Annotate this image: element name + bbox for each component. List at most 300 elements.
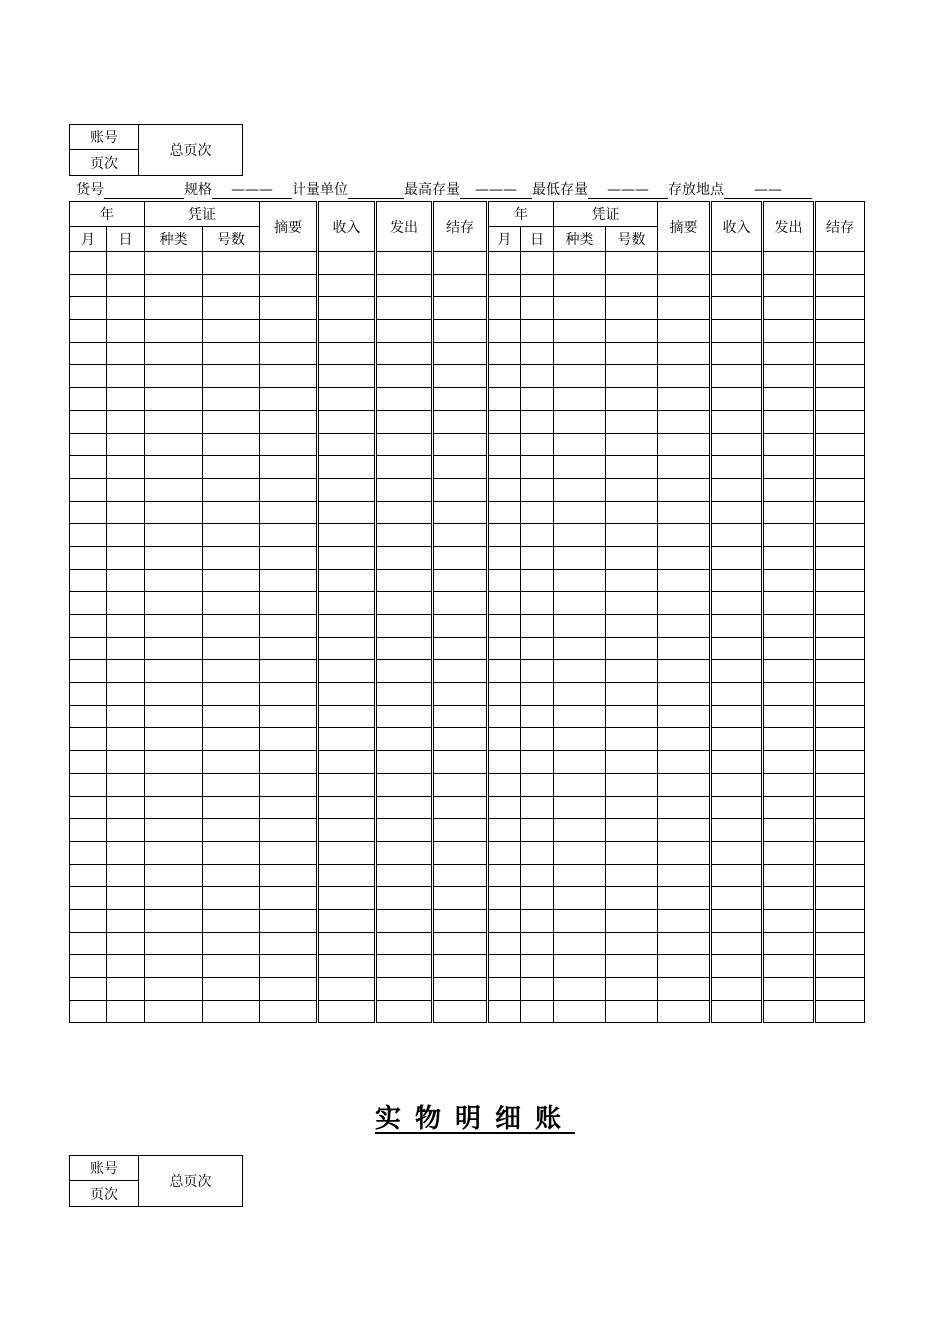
table-cell[interactable] (70, 955, 107, 978)
table-cell[interactable] (107, 569, 145, 592)
table-cell[interactable] (203, 365, 260, 388)
table-cell[interactable] (606, 978, 658, 1001)
table-cell[interactable] (260, 932, 318, 955)
table-cell[interactable] (107, 841, 145, 864)
table-cell[interactable] (658, 365, 711, 388)
table-cell[interactable] (203, 546, 260, 569)
table-cell[interactable] (606, 524, 658, 547)
table-cell[interactable] (203, 932, 260, 955)
table-cell[interactable] (763, 773, 815, 796)
table-cell[interactable] (815, 388, 865, 411)
table-cell[interactable] (433, 478, 488, 501)
table-cell[interactable] (433, 433, 488, 456)
table-cell[interactable] (203, 773, 260, 796)
table-cell[interactable] (203, 410, 260, 433)
table-cell[interactable] (433, 705, 488, 728)
table-cell[interactable] (70, 796, 107, 819)
table-cell[interactable] (203, 342, 260, 365)
table-cell[interactable] (815, 728, 865, 751)
table-cell[interactable] (763, 841, 815, 864)
table-cell[interactable] (488, 274, 521, 297)
table-cell[interactable] (433, 524, 488, 547)
table-cell[interactable] (433, 819, 488, 842)
table-cell[interactable] (433, 388, 488, 411)
table-cell[interactable] (203, 841, 260, 864)
table-cell[interactable] (815, 433, 865, 456)
table-cell[interactable] (107, 388, 145, 411)
table-cell[interactable] (606, 1000, 658, 1023)
table-cell[interactable] (763, 751, 815, 774)
table-cell[interactable] (376, 773, 433, 796)
table-cell[interactable] (70, 909, 107, 932)
table-cell[interactable] (554, 569, 606, 592)
table-cell[interactable] (488, 388, 521, 411)
table-cell[interactable] (711, 546, 763, 569)
table-cell[interactable] (260, 705, 318, 728)
table-cell[interactable] (318, 433, 376, 456)
table-cell[interactable] (606, 456, 658, 479)
table-cell[interactable] (815, 773, 865, 796)
table-cell[interactable] (203, 524, 260, 547)
table-cell[interactable] (815, 819, 865, 842)
table-cell[interactable] (203, 909, 260, 932)
table-cell[interactable] (488, 841, 521, 864)
table-cell[interactable] (376, 388, 433, 411)
table-cell[interactable] (70, 388, 107, 411)
table-cell[interactable] (70, 773, 107, 796)
table-cell[interactable] (521, 683, 554, 706)
table-cell[interactable] (763, 705, 815, 728)
table-cell[interactable] (260, 796, 318, 819)
table-cell[interactable] (606, 388, 658, 411)
table-cell[interactable] (433, 365, 488, 388)
table-cell[interactable] (145, 365, 203, 388)
table-cell[interactable] (70, 705, 107, 728)
table-cell[interactable] (318, 365, 376, 388)
table-cell[interactable] (70, 524, 107, 547)
table-cell[interactable] (318, 864, 376, 887)
table-cell[interactable] (433, 955, 488, 978)
table-cell[interactable] (711, 342, 763, 365)
table-cell[interactable] (521, 569, 554, 592)
table-cell[interactable] (658, 501, 711, 524)
table-cell[interactable] (203, 615, 260, 638)
table-cell[interactable] (815, 297, 865, 320)
table-cell[interactable] (815, 615, 865, 638)
table-cell[interactable] (145, 705, 203, 728)
table-cell[interactable] (488, 887, 521, 910)
table-cell[interactable] (521, 909, 554, 932)
table-cell[interactable] (70, 683, 107, 706)
table-cell[interactable] (376, 365, 433, 388)
table-cell[interactable] (763, 297, 815, 320)
table-cell[interactable] (318, 388, 376, 411)
table-cell[interactable] (711, 773, 763, 796)
table-cell[interactable] (606, 252, 658, 275)
table-cell[interactable] (318, 683, 376, 706)
table-cell[interactable] (260, 615, 318, 638)
table-cell[interactable] (554, 388, 606, 411)
table-cell[interactable] (376, 501, 433, 524)
table-cell[interactable] (763, 728, 815, 751)
table-cell[interactable] (554, 773, 606, 796)
table-cell[interactable] (763, 909, 815, 932)
table-cell[interactable] (260, 274, 318, 297)
table-cell[interactable] (554, 660, 606, 683)
table-cell[interactable] (521, 887, 554, 910)
table-cell[interactable] (318, 796, 376, 819)
table-cell[interactable] (107, 819, 145, 842)
table-cell[interactable] (376, 637, 433, 660)
table-cell[interactable] (711, 751, 763, 774)
table-cell[interactable] (521, 342, 554, 365)
table-cell[interactable] (203, 478, 260, 501)
table-cell[interactable] (376, 796, 433, 819)
table-cell[interactable] (815, 320, 865, 343)
table-cell[interactable] (260, 320, 318, 343)
table-cell[interactable] (763, 433, 815, 456)
table-cell[interactable] (376, 342, 433, 365)
table-cell[interactable] (376, 683, 433, 706)
table-cell[interactable] (763, 320, 815, 343)
table-cell[interactable] (318, 478, 376, 501)
table-cell[interactable] (376, 955, 433, 978)
table-cell[interactable] (488, 660, 521, 683)
table-cell[interactable] (554, 524, 606, 547)
table-cell[interactable] (433, 637, 488, 660)
table-cell[interactable] (488, 909, 521, 932)
table-cell[interactable] (433, 683, 488, 706)
table-cell[interactable] (70, 819, 107, 842)
table-cell[interactable] (145, 297, 203, 320)
table-cell[interactable] (521, 660, 554, 683)
table-cell[interactable] (433, 546, 488, 569)
table-cell[interactable] (606, 728, 658, 751)
table-cell[interactable] (70, 637, 107, 660)
table-cell[interactable] (815, 501, 865, 524)
table-cell[interactable] (376, 456, 433, 479)
table-cell[interactable] (376, 728, 433, 751)
table-cell[interactable] (658, 478, 711, 501)
table-cell[interactable] (658, 592, 711, 615)
table-cell[interactable] (145, 955, 203, 978)
table-cell[interactable] (554, 478, 606, 501)
table-cell[interactable] (521, 388, 554, 411)
table-cell[interactable] (70, 365, 107, 388)
table-cell[interactable] (658, 705, 711, 728)
table-cell[interactable] (203, 705, 260, 728)
table-cell[interactable] (711, 637, 763, 660)
table-cell[interactable] (145, 433, 203, 456)
table-cell[interactable] (815, 365, 865, 388)
table-cell[interactable] (145, 388, 203, 411)
table-cell[interactable] (711, 592, 763, 615)
table-cell[interactable] (658, 410, 711, 433)
table-cell[interactable] (554, 297, 606, 320)
table-cell[interactable] (658, 615, 711, 638)
table-cell[interactable] (521, 864, 554, 887)
table-cell[interactable] (203, 1000, 260, 1023)
table-cell[interactable] (107, 365, 145, 388)
table-cell[interactable] (763, 501, 815, 524)
table-cell[interactable] (554, 410, 606, 433)
table-cell[interactable] (763, 887, 815, 910)
table-cell[interactable] (260, 773, 318, 796)
table-cell[interactable] (488, 819, 521, 842)
table-cell[interactable] (376, 433, 433, 456)
table-cell[interactable] (815, 955, 865, 978)
table-cell[interactable] (488, 569, 521, 592)
table-cell[interactable] (318, 252, 376, 275)
table-cell[interactable] (815, 569, 865, 592)
table-cell[interactable] (203, 501, 260, 524)
table-cell[interactable] (107, 478, 145, 501)
table-cell[interactable] (488, 864, 521, 887)
table-cell[interactable] (521, 320, 554, 343)
table-cell[interactable] (318, 501, 376, 524)
table-cell[interactable] (433, 751, 488, 774)
table-cell[interactable] (260, 1000, 318, 1023)
table-cell[interactable] (658, 252, 711, 275)
table-cell[interactable] (521, 274, 554, 297)
table-cell[interactable] (815, 683, 865, 706)
table-cell[interactable] (488, 751, 521, 774)
table-cell[interactable] (107, 796, 145, 819)
table-cell[interactable] (606, 592, 658, 615)
table-cell[interactable] (488, 1000, 521, 1023)
table-cell[interactable] (107, 683, 145, 706)
table-cell[interactable] (554, 615, 606, 638)
table-cell[interactable] (318, 955, 376, 978)
table-cell[interactable] (521, 546, 554, 569)
table-cell[interactable] (203, 592, 260, 615)
table-cell[interactable] (203, 728, 260, 751)
table-cell[interactable] (606, 433, 658, 456)
table-cell[interactable] (70, 932, 107, 955)
table-cell[interactable] (711, 388, 763, 411)
table-cell[interactable] (658, 841, 711, 864)
table-cell[interactable] (70, 478, 107, 501)
table-cell[interactable] (318, 932, 376, 955)
table-cell[interactable] (488, 365, 521, 388)
table-cell[interactable] (763, 932, 815, 955)
table-cell[interactable] (107, 410, 145, 433)
table-cell[interactable] (70, 751, 107, 774)
table-cell[interactable] (658, 728, 711, 751)
table-cell[interactable] (488, 410, 521, 433)
table-cell[interactable] (763, 569, 815, 592)
table-cell[interactable] (488, 478, 521, 501)
table-cell[interactable] (606, 705, 658, 728)
table-cell[interactable] (815, 909, 865, 932)
table-cell[interactable] (658, 887, 711, 910)
table-cell[interactable] (711, 410, 763, 433)
table-cell[interactable] (488, 524, 521, 547)
table-cell[interactable] (145, 751, 203, 774)
table-cell[interactable] (488, 932, 521, 955)
table-cell[interactable] (145, 342, 203, 365)
table-cell[interactable] (658, 660, 711, 683)
table-cell[interactable] (107, 592, 145, 615)
table-cell[interactable] (488, 592, 521, 615)
table-cell[interactable] (318, 410, 376, 433)
table-cell[interactable] (70, 728, 107, 751)
table-cell[interactable] (606, 909, 658, 932)
table-cell[interactable] (70, 433, 107, 456)
table-cell[interactable] (711, 501, 763, 524)
table-cell[interactable] (521, 615, 554, 638)
table-cell[interactable] (433, 456, 488, 479)
table-cell[interactable] (145, 932, 203, 955)
table-cell[interactable] (376, 569, 433, 592)
unit-field[interactable] (348, 182, 404, 199)
table-cell[interactable] (145, 615, 203, 638)
table-cell[interactable] (763, 660, 815, 683)
table-cell[interactable] (203, 887, 260, 910)
table-cell[interactable] (376, 751, 433, 774)
table-cell[interactable] (554, 864, 606, 887)
table-cell[interactable] (145, 524, 203, 547)
table-cell[interactable] (203, 569, 260, 592)
table-cell[interactable] (554, 683, 606, 706)
table-cell[interactable] (145, 1000, 203, 1023)
table-cell[interactable] (433, 342, 488, 365)
table-cell[interactable] (658, 546, 711, 569)
table-cell[interactable] (521, 592, 554, 615)
table-cell[interactable] (260, 569, 318, 592)
table-cell[interactable] (488, 615, 521, 638)
table-cell[interactable] (521, 705, 554, 728)
table-cell[interactable] (554, 955, 606, 978)
table-cell[interactable] (260, 456, 318, 479)
table-cell[interactable] (606, 796, 658, 819)
table-cell[interactable] (815, 637, 865, 660)
table-cell[interactable] (145, 592, 203, 615)
location-field[interactable]: —— (724, 182, 812, 199)
table-cell[interactable] (145, 909, 203, 932)
table-cell[interactable] (554, 796, 606, 819)
table-cell[interactable] (145, 501, 203, 524)
table-cell[interactable] (763, 456, 815, 479)
table-cell[interactable] (376, 909, 433, 932)
table-cell[interactable] (70, 660, 107, 683)
table-cell[interactable] (260, 592, 318, 615)
table-cell[interactable] (521, 932, 554, 955)
table-cell[interactable] (318, 592, 376, 615)
table-cell[interactable] (145, 320, 203, 343)
table-cell[interactable] (606, 478, 658, 501)
table-cell[interactable] (107, 546, 145, 569)
table-cell[interactable] (488, 297, 521, 320)
table-cell[interactable] (554, 705, 606, 728)
table-cell[interactable] (107, 252, 145, 275)
table-cell[interactable] (554, 501, 606, 524)
table-cell[interactable] (433, 932, 488, 955)
table-cell[interactable] (376, 932, 433, 955)
table-cell[interactable] (521, 524, 554, 547)
table-cell[interactable] (318, 320, 376, 343)
table-cell[interactable] (554, 841, 606, 864)
table-cell[interactable] (658, 796, 711, 819)
table-cell[interactable] (145, 841, 203, 864)
table-cell[interactable] (554, 592, 606, 615)
table-cell[interactable] (658, 909, 711, 932)
table-cell[interactable] (763, 615, 815, 638)
table-cell[interactable] (521, 252, 554, 275)
table-cell[interactable] (260, 955, 318, 978)
table-cell[interactable] (658, 932, 711, 955)
table-cell[interactable] (658, 773, 711, 796)
table-cell[interactable] (70, 252, 107, 275)
table-cell[interactable] (488, 456, 521, 479)
table-cell[interactable] (815, 705, 865, 728)
table-cell[interactable] (606, 365, 658, 388)
table-cell[interactable] (203, 433, 260, 456)
table-cell[interactable] (488, 546, 521, 569)
table-cell[interactable] (260, 546, 318, 569)
table-cell[interactable] (554, 728, 606, 751)
table-cell[interactable] (554, 978, 606, 1001)
table-cell[interactable] (376, 978, 433, 1001)
table-cell[interactable] (318, 819, 376, 842)
table-cell[interactable] (260, 978, 318, 1001)
table-cell[interactable] (815, 932, 865, 955)
table-cell[interactable] (815, 456, 865, 479)
table-cell[interactable] (145, 887, 203, 910)
table-cell[interactable] (70, 569, 107, 592)
table-cell[interactable] (658, 683, 711, 706)
table-cell[interactable] (203, 751, 260, 774)
table-cell[interactable] (70, 456, 107, 479)
table-cell[interactable] (711, 660, 763, 683)
table-cell[interactable] (433, 410, 488, 433)
table-cell[interactable] (107, 637, 145, 660)
table-cell[interactable] (260, 660, 318, 683)
table-cell[interactable] (763, 637, 815, 660)
table-cell[interactable] (488, 637, 521, 660)
table-cell[interactable] (763, 365, 815, 388)
table-cell[interactable] (488, 320, 521, 343)
table-cell[interactable] (521, 1000, 554, 1023)
table-cell[interactable] (376, 819, 433, 842)
table-cell[interactable] (711, 909, 763, 932)
table-cell[interactable] (318, 524, 376, 547)
table-cell[interactable] (107, 864, 145, 887)
table-cell[interactable] (815, 252, 865, 275)
table-cell[interactable] (815, 660, 865, 683)
table-cell[interactable] (606, 342, 658, 365)
table-cell[interactable] (815, 524, 865, 547)
table-cell[interactable] (318, 342, 376, 365)
table-cell[interactable] (658, 819, 711, 842)
table-cell[interactable] (376, 660, 433, 683)
table-cell[interactable] (145, 546, 203, 569)
table-cell[interactable] (145, 410, 203, 433)
table-cell[interactable] (70, 864, 107, 887)
table-cell[interactable] (606, 887, 658, 910)
table-cell[interactable] (815, 342, 865, 365)
table-cell[interactable] (554, 546, 606, 569)
table-cell[interactable] (815, 274, 865, 297)
table-cell[interactable] (554, 751, 606, 774)
table-cell[interactable] (815, 1000, 865, 1023)
table-cell[interactable] (318, 978, 376, 1001)
table-cell[interactable] (711, 1000, 763, 1023)
table-cell[interactable] (521, 365, 554, 388)
table-cell[interactable] (107, 501, 145, 524)
table-cell[interactable] (658, 864, 711, 887)
table-cell[interactable] (145, 637, 203, 660)
